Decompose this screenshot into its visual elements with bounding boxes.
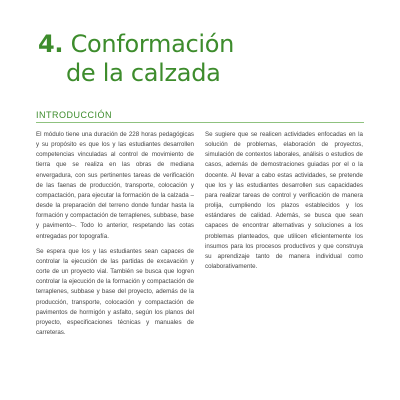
section-heading: INTRODUCCIÓN bbox=[36, 110, 112, 120]
chapter-title-line2: de la calzada bbox=[66, 59, 221, 87]
paragraph: Se sugiere que se realicen actividades enfocadas en la solución de problemas, elaboración de proyectos, simulación de contextos laborales, análisis o estudios de casos, además de demostraciones guiadas por el o la docente. Al llevar a cabo estas actividades, se pretende que los y las estudiantes desarrollen sus capacidades para realizar tareas de control y verificación de manera prolija, cumpliendo los plazos establecidos y los estándares de calidad. Además, se busca que sean capaces de encontrar alternativas y soluciones a los problemas planteados, que utilicen eficientemente los insumos para los procesos productivos y que construya su aprendizaje tanto de manera individual como colaborativamente. bbox=[205, 131, 363, 271]
chapter-number: 4. bbox=[38, 30, 64, 58]
chapter-title bbox=[38, 30, 234, 88]
paragraph: Se espera que los y las estudiantes sean capaces de controlar la ejecución de las partidas de excavación y corte de un proyecto vial. También se busca que logren controlar la ejecución de la formación y compactación de terraplenes, subbase y base del proyecto, además de la producción, transporte, colocación y compactación de pavimentos de hormigón y asfalto, según los planos del proyecto, especificaciones técnicas y manuales de carreteras. bbox=[36, 247, 194, 336]
section-divider bbox=[36, 122, 364, 123]
chapter-title-line1: Conformación bbox=[70, 30, 235, 58]
body-column-right bbox=[205, 130, 363, 277]
body-column-left bbox=[36, 130, 194, 343]
paragraph: El módulo tiene una duración de 228 horas pedagógicas y su propósito es que los y las estudiantes desarrollen competencias vinculadas al control de movimiento de tierra que se realiza en las obras de mediana envergadura, con sus pertinentes tareas de verificación de las faenas de producción, transporte, colocación y compactación, para ejecutar la formación de la calzada –desde la preparación del terreno donde fundar hasta la formación y compactación de terraplenes, subbase, base y pavimento–. Todo lo anterior, respetando las cotas entregadas por topografía. bbox=[36, 131, 194, 240]
